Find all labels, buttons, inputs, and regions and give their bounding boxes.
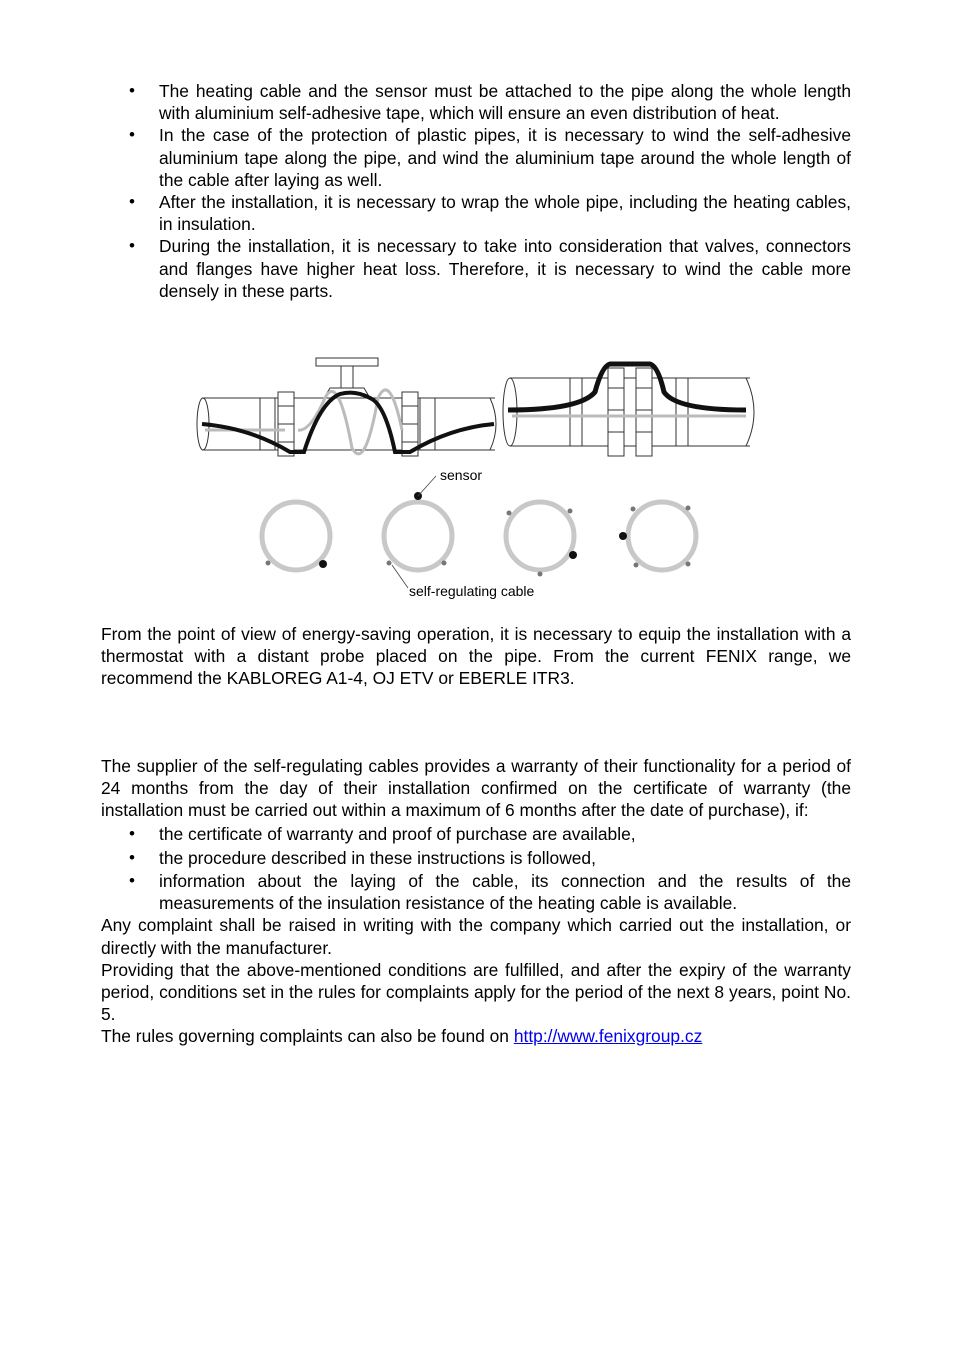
warranty-section: [101, 755, 851, 1048]
after-expiry-paragraph: Providing that the above-mentioned conditions are fulfilled, and after the expiry of the warranty period, conditions set in the rules for complaints apply for the period of the next 8 years, point No. 5.: [101, 959, 851, 1025]
cross-section-4: [628, 502, 696, 570]
rules-paragraph: [101, 1025, 851, 1047]
sensor-label: sensor: [440, 467, 483, 483]
cable-label: self-regulating cable: [409, 583, 535, 599]
rules-prefix: The rules governing complaints can also be found on: [101, 1026, 514, 1047]
warranty-condition: • information about the laying of the cable, its connection and the results of the measurements of the insulation resistance of the heating cable is available.: [101, 870, 851, 914]
cross-section-2: [384, 502, 452, 570]
warranty-intro: The supplier of the self-regulating cables provides a warranty of their functionality for a period of 24 months from the day of their installation confirmed on the certificate of warranty (the installation must be carried out within a maximum of 6 months after the date of purchase), if:: [101, 756, 851, 821]
installation-notes: [101, 80, 851, 302]
warranty-condition: • the certificate of warranty and proof of purchase are available,: [101, 823, 851, 845]
cross-section-1: [262, 502, 330, 570]
fenixgroup-link[interactable]: http://www.fenixgroup.cz: [513, 1026, 703, 1047]
valve-pipe-drawing: [197, 358, 496, 456]
cable-installation-figure: [190, 352, 770, 604]
note-item: • The heating cable and the sensor must be attached to the pipe along the whole length with aluminium self-adhesive tape, which will ensure an even distribution of heat.: [101, 80, 851, 124]
complaint-paragraph: Any complaint shall be raised in writing with the company which carried out the installation, or directly with the manufacturer.: [101, 915, 851, 958]
flange-pipe-drawing: [503, 368, 754, 456]
note-item: • In the case of the protection of plastic pipes, it is necessary to wind the self-adhesive aluminium tape along the pipe, and wind the aluminium tape around the whole length of the cable after laying as well.: [101, 124, 851, 191]
warranty-condition: • the procedure described in these instructions is followed,: [101, 847, 851, 869]
note-item: • During the installation, it is necessary to take into consideration that valves, connectors and flanges have higher heat loss. Therefore, it is necessary to wind the cable more densely in these parts.: [101, 235, 851, 302]
note-item: • After the installation, it is necessary to wrap the whole pipe, including the heating cables, in insulation.: [101, 191, 851, 235]
energy-saving-paragraph: From the point of view of energy-saving operation, it is necessary to equip the installation with a thermostat with a distant probe placed on the pipe. From the current FENIX range, we recommend the KABLOREG A1-4, OJ ETV or EBERLE ITR3.: [101, 624, 851, 689]
cross-section-3: [506, 502, 574, 570]
heating-cable-flange: [508, 364, 746, 410]
